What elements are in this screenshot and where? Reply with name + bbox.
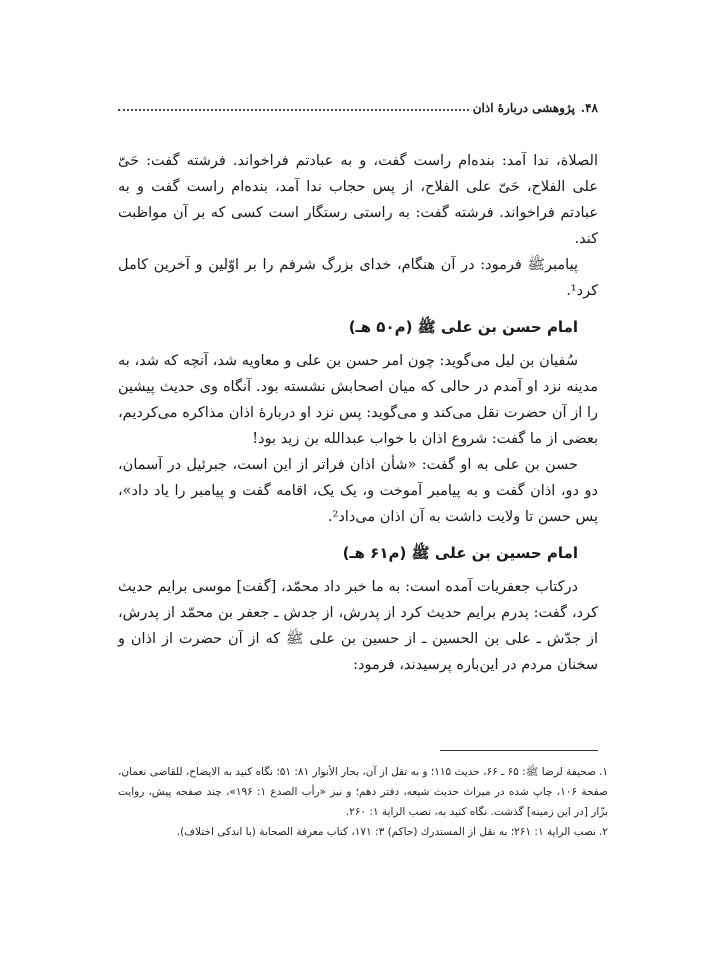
footnote-text: نصب الرایة ۱: ۲۶۱؛ به نقل از المستدرك (حاکم) ۳: ۱۷۱، کتاب معرفة الصحابة (با اندکی اختلاف). bbox=[176, 826, 597, 838]
paragraph-2: پیامبرﷺ فرمود: در آن هنگام، خدای بزرگ شرفم را بر اوّلین و آخرین کامل کرد¹. bbox=[118, 257, 598, 299]
running-title: پژوهشی دربارۀ اذان bbox=[472, 101, 575, 115]
page-number: ۴۸. bbox=[580, 101, 598, 115]
section-heading-imam-husayn: امام حسین بن علی ﷺ (م۶۱ هـ) bbox=[342, 544, 578, 562]
footnote-text: صحیفة لرضا ﷺ: ۶۵ ـ ۶۶، حدیث ۱۱۵؛ و به نقل از آن، بحار الأنوار ۸۱: ۵۱؛ نگاه کنید به الایضاح، للقاضی نعمان، صفحة ۱۰۶، چاپ شده در میراث حدیث شیعه، دفتر دهم؛ و نیز «رأب الصدع ۱: ۱۹۶»، چند صفحه پیش، روایت بزّار [در این زمینه] گذشت. نگاه کنید به، نصب الرایة ۱: ۲۶۰. bbox=[118, 766, 608, 818]
paragraph-3: سُفیان بن لیل می‌گوید: چون امر حسن بن علی و معاویه شد، آنچه که شد، به مدینه نزد او آمدم در حالی که میان اصحابش نشسته بود. آنگاه وی حدیث پیشین را از آن حضرت نقل می‌کند و می‌گوید: پس نزد او دربارۀ اذان مذاکره می‌کردیم، بعضی از ما گفت: شروع اذان با خواب عبدالله بن زید بود! bbox=[118, 353, 598, 447]
section-heading-imam-hasan: امام حسن بن علی ﷺ (م۵۰ هـ) bbox=[348, 318, 578, 336]
footnote-number: ۲. bbox=[599, 826, 608, 838]
footnote-2 bbox=[118, 822, 608, 842]
footnote-number: ۱. bbox=[598, 766, 608, 778]
running-head bbox=[118, 96, 598, 120]
footnote-1 bbox=[118, 762, 608, 822]
footnote-separator bbox=[440, 750, 598, 751]
body-text bbox=[118, 148, 598, 678]
paragraph-5: درکتاب جعفریات آمده است: به ما خبر داد محمّد، [گفت] موسی برایم حدیث کرد، گفت: پدرم برایم حدیث کرد از پدرش، از جدش ـ جعفر بن محمّد از پدرش، از جدّش ـ علی بن الحسین ـ از حسین بن علی ﷺ که از آن حضرت از اذان و سخنان مردم در این‌باره پرسیدند، فرمود: bbox=[118, 579, 598, 673]
footnotes bbox=[118, 762, 608, 842]
paragraph-4: حسن بن علی به او گفت: «شأن اذان فراتر از این است، جبرئیل در آسمان، دو دو، اذان گفت و به پیامبر آموخت و، یک یک، اقامه گفت و پیامبر را یاد داد»، پس حسن تا ولایت داشت به آن اذان می‌داد². bbox=[118, 457, 598, 525]
leader-dots bbox=[118, 109, 469, 111]
paragraph-1: الصلاة، ندا آمد: بنده‌ام راست گفت، و به عبادتم فراخواند. فرشته گفت: حَیّ علی الفلاح، حَیّ علی الفلاح، از پس حجاب ندا آمد، بنده‌ام راست گفت و به عبادتم فراخواند. فرشته گفت: به راستی رستگار است کسی که بر آن مواظبت کند. bbox=[118, 153, 598, 247]
